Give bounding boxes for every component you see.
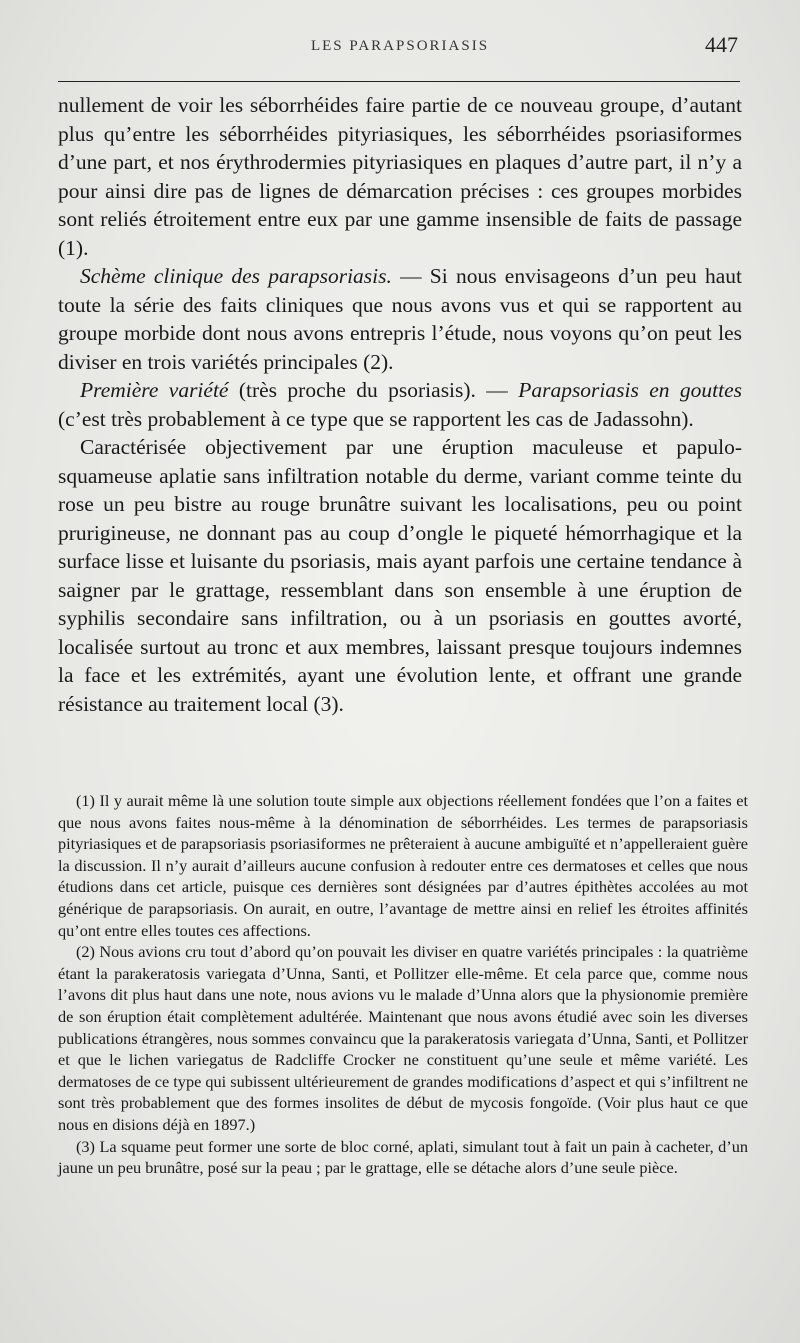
running-head [60, 32, 740, 72]
paragraph-3-text: (c’est très probablement à ce type que se rapportent les cas de Jadassohn). [58, 406, 694, 431]
running-title: LES PARAPSORIASIS [310, 38, 490, 54]
footnote-3: (3) La squame peut former une sorte de bloc corné, aplati, simulant tout à fait un pain à cacheter, d’un jaune un peu brunâtre, posé sur la peau ; par le grattage, elle se détache alors d’une seule pièce. [58, 1136, 748, 1178]
footnotes [58, 790, 748, 1179]
section-heading-scheme: Schème clinique des parapsoriasis. [80, 264, 392, 288]
main-text [58, 91, 742, 718]
subheading-parapsoriasis-en-gouttes: Parapsoriasis en gouttes [518, 378, 742, 402]
paragraph-1: nullement de voir les séborrhéides faire partie de ce nouveau groupe, d’autant plus qu’entre les séborrhéides pityriasiques, les séborrhéides psoriasiformes d’une part, et nos érythrodermies pityriasiques en plaques d’autre part, il n’y a pour ainsi dire pas de lignes de démarcation précises : ces groupes morbides sont reliés étroitement entre eux par une gamme insensible de faits de passage (1). [58, 93, 742, 260]
page-number: 447 [705, 32, 738, 57]
paragraph-3-mid: (très proche du psoriasis). — [228, 378, 519, 402]
header-rule [58, 81, 740, 82]
paragraph-4: Caractérisée objectivement par une éruption maculeuse et papulo-squameuse aplatie sans infiltration notable du derme, variant comme teinte du rose un peu bistre au rouge brunâtre suivant les localisations, peu ou point prurigineuse, ne donnant pas au coup d’ongle le piqueté hémorrhagique et la surface lisse et luisante du psoriasis, mais ayant parfois une certaine tendance à saigner par le grattage, ressemblant dans son ensemble à une éruption de syphilis secondaire sans infiltration, ou à un psoriasis en gouttes avorté, localisée surtout au tronc et aux membres, laissant presque toujours indemnes la face et les extrémités, ayant une évolution lente, et offrant une grande résistance au traitement local (3). [58, 435, 742, 716]
paragraph-3 [58, 376, 742, 433]
paragraph-2 [58, 262, 742, 376]
section-heading-first-variety: Première variété [80, 378, 229, 402]
paragraph-2-text: — Si nous envisageons d’un peu haut toute la série des faits cliniques que nous avons vus et qui se rapportent au groupe morbide dont nous avons entrepris l’étude, nous voyons qu’on peut les diviser en trois variétés principales (2). [58, 264, 742, 374]
footnote-1: (1) Il y aurait même là une solution toute simple aux objections réellement fondées que l’on a faites et que nous avons faites nous-même à la dénomination de séborrhéides. Les termes de parapsoriasis pityriasiques et de parapsoriasis psoriasiformes ne prêteraient à aucune ambiguïté et n’appelleraient guère la discussion. Il n’y aurait d’ailleurs aucune confusion à redouter entre ces dermatoses et celles que nous étudions dans cet article, puisque ces dernières sont désignées par d’autres épithètes accolées au mot générique de parapsoriasis. On aurait, en outre, l’avantage de mettre ainsi en relief les étroites affinités qu’ont entre elles toutes ces affections. [58, 791, 748, 940]
footnote-2: (2) Nous avions cru tout d’abord qu’on pouvait les diviser en quatre variétés principales : la quatrième étant la parakeratosis variegata d’Unna, Santi, et Pollitzer elle-même. Et cela parce que, comme nous l’avons dit plus haut dans une note, nous avions vu le malade d’Unna alors que la physionomie première de son éruption était complètement adultérée. Maintenant que nous avons étudié avec soin les diverses publications étrangères, nous sommes convaincu que la parakeratosis variegata d’Unna, Santi, et Pollitzer et que le lichen variegatus de Radcliffe Crocker ne constituent qu’une seule et même variété. Les dermatoses de ce type qui subissent ultérieurement de grandes modifications d’aspect et qui s’infiltrent ne sont très probablement que des formes insolites de début de mycosis fongoïde. (Voir plus haut ce que nous en disions déjà en 1897.) [58, 942, 748, 1134]
